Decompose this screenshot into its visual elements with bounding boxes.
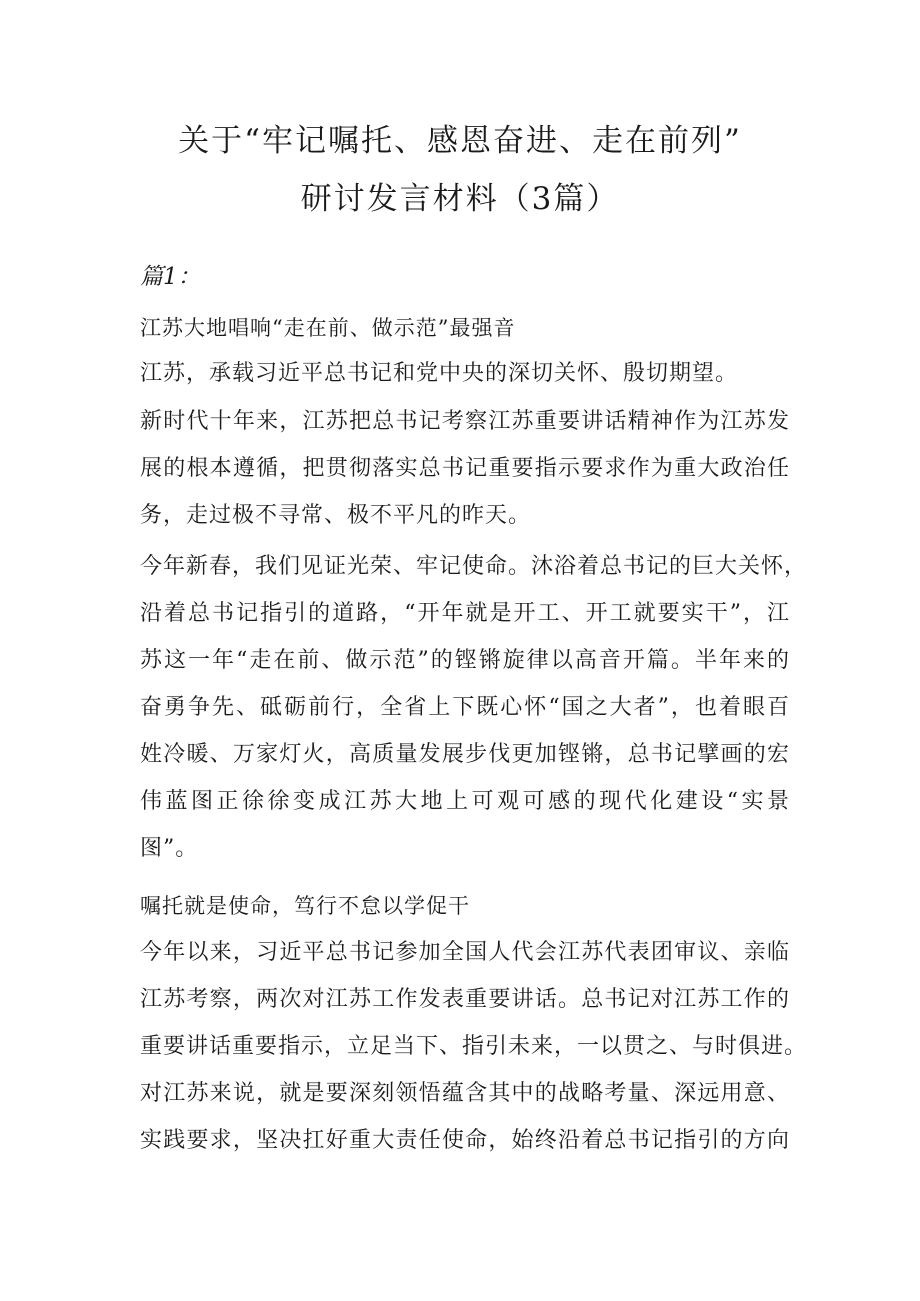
paragraph-3-line: 奋勇争先、砥砺前行，全省上下既心怀“国之大者”，也着眼百 — [140, 695, 790, 720]
heading-1: 江苏大地唱响“走在前、做示范”最强音 — [140, 316, 516, 340]
paragraph-3 — [140, 543, 808, 872]
paragraph-3-line: 苏这一年“走在前、做示范”的铿锵旋律以高音开篇。半年来的 — [140, 648, 790, 673]
document-title-line1: 关于“牢记嘱托、感恩奋进、走在前列” — [178, 123, 742, 159]
paragraph-4-line: 实践要求，坚决扛好重大责任使命，始终沿着总书记指引的方向 — [140, 1128, 790, 1153]
paragraph-3-line: 伟蓝图正徐徐变成江苏大地上可观可感的现代化建设“实景 — [140, 789, 790, 814]
paragraph-3-line: 图”。 — [140, 836, 199, 861]
paragraph-4-line: 重要讲话重要指示，立足当下、指引未来，一以贯之、与时俱进。 — [140, 1034, 808, 1059]
paragraph-4-line: 对江苏来说，就是要深刻领悟蕴含其中的战略考量、深远用意、 — [140, 1081, 790, 1106]
paragraph-2-line: 务，走过极不寻常、极不平凡的昨天。 — [140, 503, 532, 528]
paragraph-1: 江苏，承载习近平总书记和党中央的深切关怀、殷切期望。 — [140, 361, 739, 386]
paragraph-3-line: 沿着总书记指引的道路，“开年就是开工、开工就要实干”，江 — [140, 601, 790, 626]
paragraph-3-line: 今年新春，我们见证光荣、牢记使命。沐浴着总书记的巨大关怀， — [140, 554, 808, 579]
paragraph-2 — [140, 398, 790, 539]
paragraph-2-line: 新时代十年来，江苏把总书记考察江苏重要讲话精神作为江苏发 — [140, 409, 790, 434]
paragraph-3-line: 姓冷暖、万家灯火，高质量发展步伐更加铿锵，总书记擘画的宏 — [140, 742, 790, 767]
paragraph-4-line: 今年以来，习近平总书记参加全国人代会江苏代表团审议、亲临 — [140, 940, 790, 965]
paragraph-4-line: 江苏考察，两次对江苏工作发表重要讲话。总书记对江苏工作的 — [140, 987, 790, 1012]
paragraph-2-line: 展的根本遵循，把贯彻落实总书记重要指示要求作为重大政治任 — [140, 456, 790, 481]
section-label: 篇1： — [140, 264, 201, 290]
paragraph-4 — [140, 929, 808, 1164]
document-title-line2: 研讨发言材料（3篇） — [300, 181, 620, 217]
heading-2: 嘱托就是使命，笃行不怠以学促干 — [140, 894, 470, 918]
